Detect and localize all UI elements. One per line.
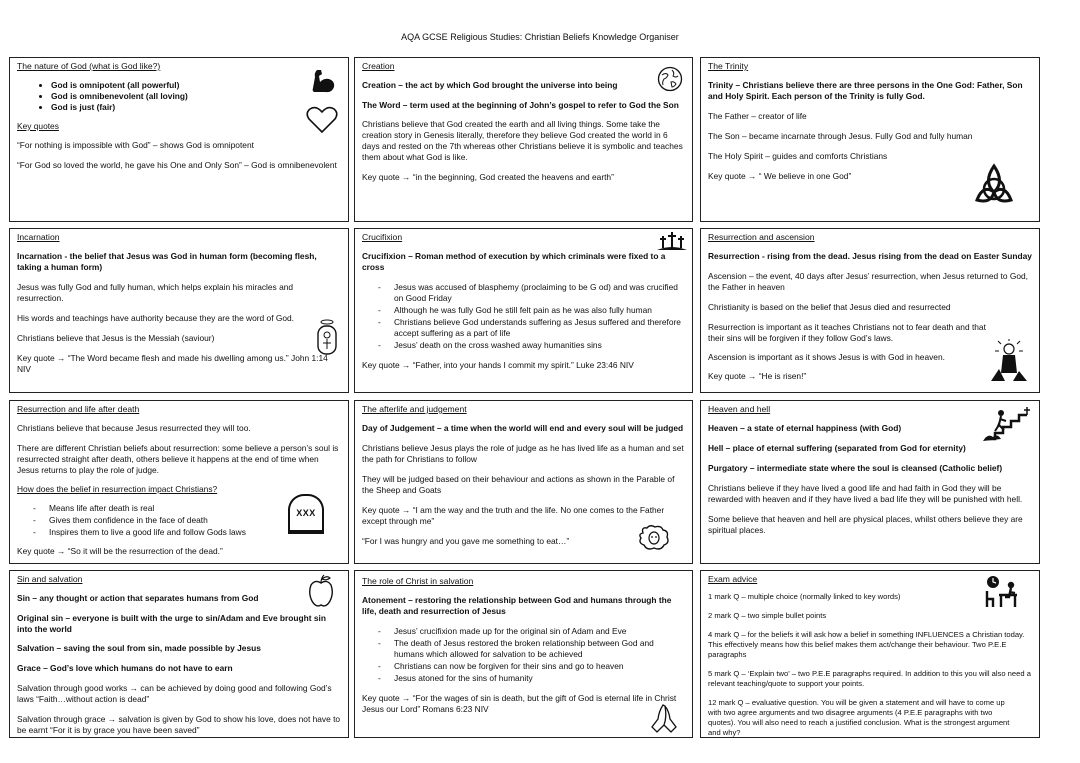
- crucifixion-definition: Crucifixion – Roman method of execution by which criminals were fixed to a cross: [362, 251, 666, 272]
- sin-salvation-box: [9, 570, 349, 738]
- tombstone-icon: [288, 494, 324, 534]
- atonement-definition: Atonement – restoring the relationship between God and humans through the life, death and resurrection of Jesus: [362, 595, 672, 616]
- exam-12-mark: 12 mark Q – evaluative question. You will be given a statement and will have to come up with two agree arguments and two disagree arguments (4 P.E.E paragraphs with two quotes). You will also need to reach a justified conclusion. What is the strongest argument and why?: [708, 698, 1010, 737]
- exam-advice-box: [700, 570, 1040, 738]
- resurrection-p2: Christianity is based on the belief that Jesus died and resurrected: [708, 302, 951, 312]
- resurrection-ascension-box: [700, 228, 1040, 393]
- grace-definition: Grace – God’s love which humans do not have to earn: [17, 663, 233, 673]
- bullet-item: • God is omnipotent (all powerful): [51, 80, 341, 91]
- spirit-text: The Holy Spirit – guides and comforts Christians: [708, 151, 888, 161]
- exam-desk-icon: [985, 573, 1023, 609]
- judgement-p1: Christians believe Jesus plays the role of judge as he has lived life as a human and set the path for Christians to follow: [362, 443, 684, 464]
- praying-figure-icon: [316, 319, 338, 355]
- praying-hands-icon: [649, 703, 679, 733]
- good-works-text: Salvation through good works → can be achieved by doing good and following God’s laws “Faith…without action is dead”: [17, 683, 332, 704]
- exam-heading: Exam advice: [708, 574, 758, 584]
- role-of-christ-box: [354, 570, 693, 738]
- original-sin-definition: Original sin – everyone is built with the urge to sin/Adam and Eve brought sin into the world: [17, 613, 326, 634]
- sheep-icon: [637, 525, 671, 553]
- father-text: The Father – creator of life: [708, 111, 807, 121]
- crucifixion-heading: Crucifixion: [362, 232, 403, 242]
- list-item: - Jesus was accused of blasphemy (proclaiming to be G od) and was crucified on Good Friday: [394, 282, 685, 304]
- trinity-knot-icon: [971, 162, 1017, 208]
- ascension-text: Ascension – the event, 40 days after Jesus’ resurrection, when Jesus returned to God, the Father in heaven: [708, 271, 1028, 292]
- trinity-key-quote: Key quote → “ We believe in one God”: [708, 171, 852, 181]
- bullet-item: • God is just (fair): [51, 102, 341, 113]
- tombstone-text: XXX: [296, 508, 316, 518]
- christ-heading: The role of Christ in salvation: [362, 576, 474, 586]
- quote-omnipotent: “For nothing is impossible with God” – shows God is omnipotent: [17, 140, 254, 150]
- incarnation-p3: Christians believe that Jesus is the Messiah (saviour): [17, 333, 215, 343]
- bullet-item: • God is omnibenevolent (all loving): [51, 91, 341, 102]
- trinity-heading: The Trinity: [708, 61, 749, 71]
- incarnation-p2: His words and teachings have authority because they are the word of God.: [17, 313, 295, 323]
- incarnation-p1: Jesus was fully God and fully human, which helps explain his miracles and resurrection.: [17, 282, 294, 303]
- list-item: - Jesus’ death on the cross washed away humanities sins: [394, 340, 685, 351]
- risen-christ-icon: [989, 339, 1029, 381]
- crucifixion-list: [362, 282, 685, 351]
- heaven-heading: Heaven and hell: [708, 404, 771, 414]
- resurrection-p4: Ascension is important as it shows Jesus is with God in heaven.: [708, 352, 945, 362]
- nature-of-god-box: [9, 57, 349, 222]
- incarnation-key-quote: Key quote → “The Word became flesh and made his dwelling among us.” John 1:14 NIV: [17, 353, 328, 374]
- list-item: - Means life after death is real: [49, 503, 341, 514]
- creation-definition: Creation – the act by which God brought the universe into being: [362, 80, 618, 90]
- three-crosses-icon: [657, 231, 687, 251]
- key-quotes-heading: Key quotes: [17, 121, 59, 131]
- judgement-quote1: Key quote → “I am the way and the truth and the life. No one comes to the Father except through me”: [362, 505, 665, 526]
- list-item: - Inspires them to live a good life and follow Gods laws: [49, 527, 341, 538]
- sin-definition: Sin – any thought or action that separates humans from God: [17, 593, 259, 603]
- flexed-arm-icon: [310, 68, 336, 94]
- afterlife-res-p1: Christians believe that because Jesus resurrected they will too.: [17, 423, 251, 433]
- nature-heading: The nature of God (what is God like?): [17, 61, 161, 71]
- resurrection-life-after-death-box: [9, 400, 349, 564]
- list-item: - Christians believe God understands suffering as Jesus suffered and therefore accept suffering as a part of life: [394, 317, 685, 339]
- christ-list: [362, 626, 685, 684]
- word-definition: The Word – term used at the beginning of John’s gospel to refer to God the Son: [362, 100, 679, 110]
- trinity-box: [700, 57, 1040, 222]
- heart-icon: [306, 106, 338, 134]
- exam-5-mark: 5 mark Q – ‘Explain two’ – two P.E.E paragraphs required. In addition to this you will also need a relevant teaching/quote to support your points.: [708, 669, 1031, 688]
- list-item: - Christians can now be forgiven for their sins and go to heaven: [394, 661, 685, 672]
- creation-heading: Creation: [362, 61, 395, 71]
- incarnation-box: [9, 228, 349, 393]
- creation-box: [354, 57, 693, 222]
- heaven-p1: Christians believe if they have lived a good life and had faith in God they will be rewarded with heaven and if they have lived a bad life they will be punished with hell.: [708, 483, 1023, 504]
- resurrection-key-quote: Key quote → “He is risen!”: [708, 371, 807, 381]
- purgatory-definition: Purgatory – intermediate state where the soul is cleansed (Catholic belief): [708, 463, 1003, 473]
- exam-4-mark: 4 mark Q – for the beliefs it will ask how a belief in something INFLUENCES a Christian today. This effectively means how this belief makes them act/change their behaviour. Two P.E.E paragraphs: [708, 630, 1025, 659]
- list-item: - Jesus atoned for the sins of humanity: [394, 673, 685, 684]
- list-item: - The death of Jesus restored the broken relationship between God and humans which allowed for salvation to be achieved: [394, 638, 685, 660]
- christ-key-quote: Key quote → “For the wages of sin is death, but the gift of God is eternal life in Christ Jesus our Lord” Romans 6:23 NIV: [362, 693, 677, 714]
- stairway-to-heaven-icon: [983, 405, 1033, 441]
- exam-1-mark: 1 mark Q – multiple choice (normally linked to key words): [708, 592, 901, 601]
- afterlife-judgement-box: [354, 400, 693, 564]
- list-item: - Jesus’ crucifixion made up for the original sin of Adam and Eve: [394, 626, 685, 637]
- crucifixion-key-quote: Key quote → “Father, into your hands I commit my spirit.” Luke 23:46 NIV: [362, 360, 634, 370]
- creation-key-quote: Key quote → “in the beginning, God created the heavens and earth”: [362, 172, 614, 182]
- salvation-definition: Salvation – saving the soul from sin, made possible by Jesus: [17, 643, 261, 653]
- quote-omnibenevolent: “For God so loved the world, he gave his One and Only Son” – God is omnibenevolent: [17, 160, 337, 170]
- hell-definition: Hell – place of eternal suffering (separated from God for eternity): [708, 443, 966, 453]
- trinity-definition: Trinity – Christians believe there are three persons in the One God: Father, Son and Holy Spirit. Each person of the Trinity is fully God.: [708, 80, 1023, 101]
- afterlife-res-key-quote: Key quote → “So it will be the resurrection of the dead.”: [17, 546, 223, 556]
- list-item: - Although he was fully God he still felt pain as he was also fully human: [394, 305, 685, 316]
- grace-salvation-text: Salvation through grace → salvation is given by God to show his love, does not have to be earnt “For it is by grace you have been saved”: [17, 714, 341, 735]
- crucifixion-box: [354, 228, 693, 393]
- judgement-heading: The afterlife and judgement: [362, 404, 467, 414]
- incarnation-heading: Incarnation: [17, 232, 60, 242]
- apple-icon: [308, 573, 334, 609]
- incarnation-definition: Incarnation - the belief that Jesus was God in human form (becoming flesh, taking a human form): [17, 251, 317, 272]
- judgement-definition: Day of Judgement – a time when the world will end and every soul will be judged: [362, 423, 684, 433]
- impact-subheading: How does the belief in resurrection impact Christians?: [17, 484, 218, 494]
- globe-icon: [657, 66, 683, 92]
- judgement-quote2: “For I was hungry and you gave me something to eat…”: [362, 536, 570, 546]
- nature-bullets: [17, 80, 341, 113]
- judgement-p2: They will be judged based on their behaviour and actions as shown in the Parable of the Sheep and Goats: [362, 474, 675, 495]
- exam-2-mark: 2 mark Q – two simple bullet points: [708, 611, 827, 620]
- creation-paragraph: Christians believe that God created the earth and all living things. Some take the creation story in Genesis literally, therefore they believe God created the world in 6 days and rested on the 7th whereas other Christians believe it is symbolic and teaches them about what God is like.: [362, 119, 683, 162]
- heaven-hell-box: [700, 400, 1040, 564]
- resurrection-heading: Resurrection and ascension: [708, 232, 815, 242]
- son-text: The Son – became incarnate through Jesus. Fully God and fully human: [708, 131, 973, 141]
- list-item: - Gives them confidence in the face of death: [49, 515, 341, 526]
- afterlife-res-heading: Resurrection and life after death: [17, 404, 140, 414]
- heaven-p2: Some believe that heaven and hell are physical places, whilst others believe they are spiritual places.: [708, 514, 1023, 535]
- heaven-definition: Heaven – a state of eternal happiness (with God): [708, 423, 902, 433]
- sin-heading: Sin and salvation: [17, 574, 83, 584]
- page-title: AQA GCSE Religious Studies: Christian Beliefs Knowledge Organiser: [401, 32, 679, 42]
- resurrection-p3: Resurrection is important as it teaches Christians not to fear death and that their sins will be forgiven if they follow God’s laws.: [708, 322, 986, 343]
- resurrection-definition: Resurrection - rising from the dead. Jesus rising from the dead on Easter Sunday: [708, 251, 1032, 261]
- afterlife-res-p2: There are different Christian beliefs about resurrection: some believe a person’s soul is resurrected straight after death, others believe it happens at the end of time when Jesus returns to play the role of judge.: [17, 443, 339, 475]
